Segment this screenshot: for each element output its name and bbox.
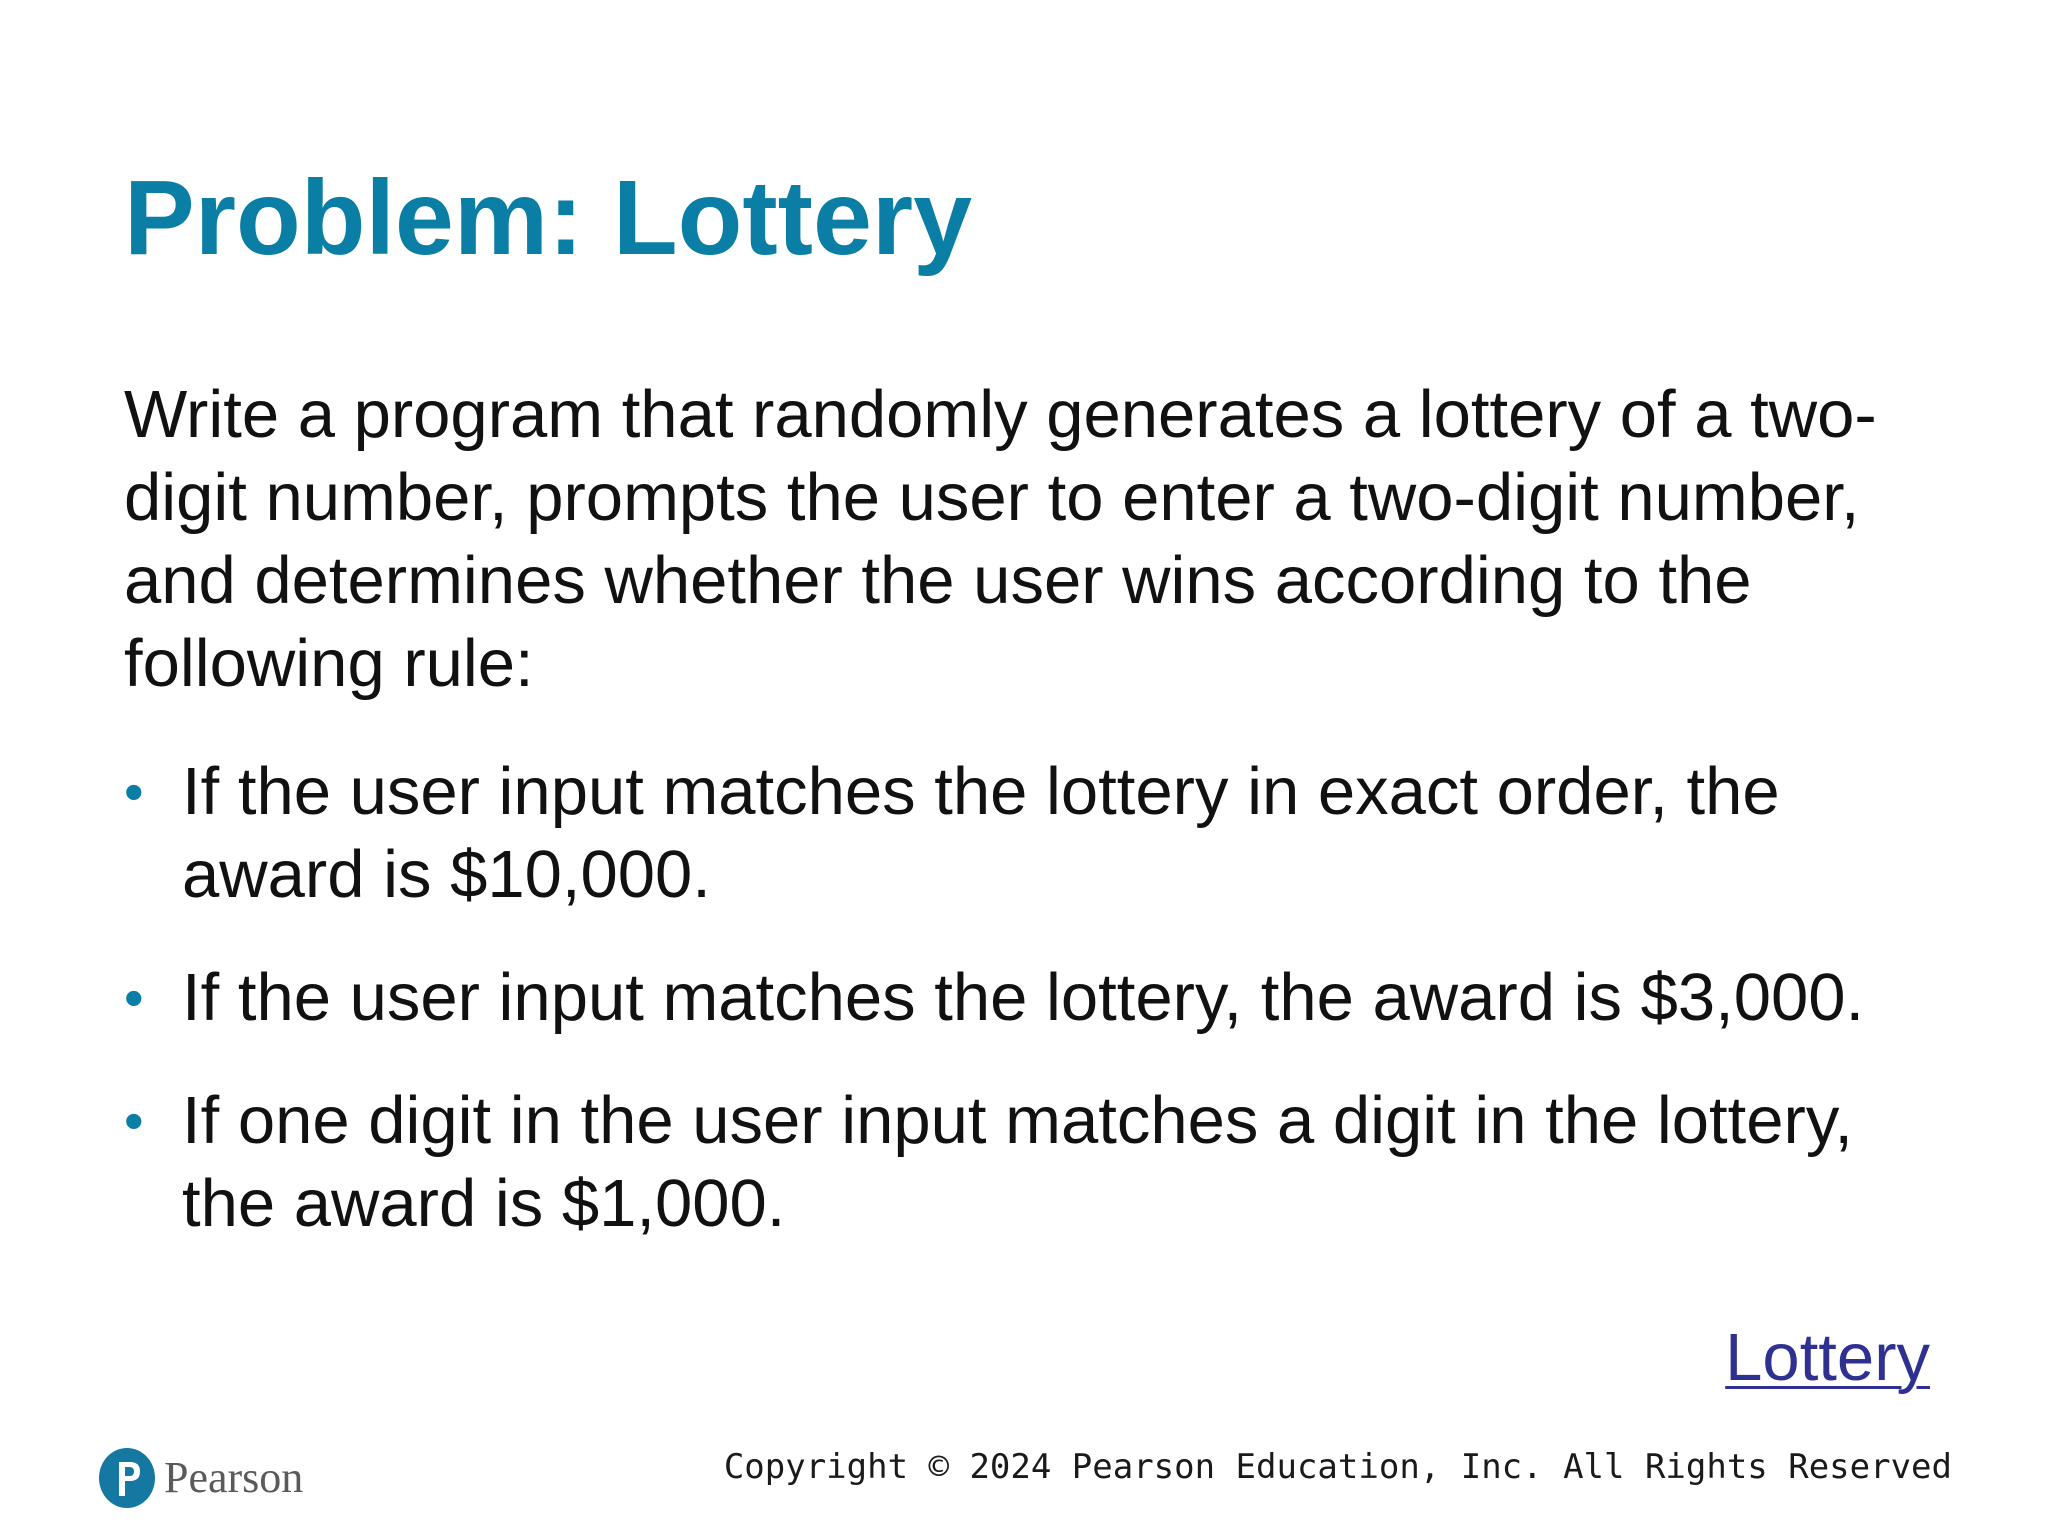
copyright-notice: Copyright © 2024 Pearson Education, Inc. All Rights Reserved [723, 1447, 1952, 1487]
bullet-icon: • [124, 966, 144, 1029]
bullet-icon: • [124, 1089, 144, 1152]
rule-text: If the user input matches the lottery in exact order, the award is $10,000. [182, 754, 1780, 912]
rule-item [124, 956, 1964, 1039]
slide-title: Problem: Lottery [124, 159, 973, 277]
pearson-p-logo-icon [98, 1446, 156, 1510]
rule-text: If one digit in the user input matches a digit in the lottery, the award is $1,000. [182, 1083, 1853, 1241]
intro-paragraph: Write a program that randomly generates a lottery of a two-digit number, prompts the user to enter a two-digit number, and determines whether the user wins according to the following rule: [124, 377, 1877, 701]
rules-list [124, 750, 1964, 1245]
lottery-link[interactable]: Lottery [1725, 1320, 1930, 1395]
rule-item [124, 1079, 1964, 1245]
logo-wordmark: Pearson [164, 1453, 304, 1502]
bullet-icon: • [124, 760, 144, 823]
rule-item [124, 750, 1964, 916]
pearson-logo [98, 1446, 303, 1510]
rule-text: If the user input matches the lottery, the award is $3,000. [182, 960, 1865, 1035]
